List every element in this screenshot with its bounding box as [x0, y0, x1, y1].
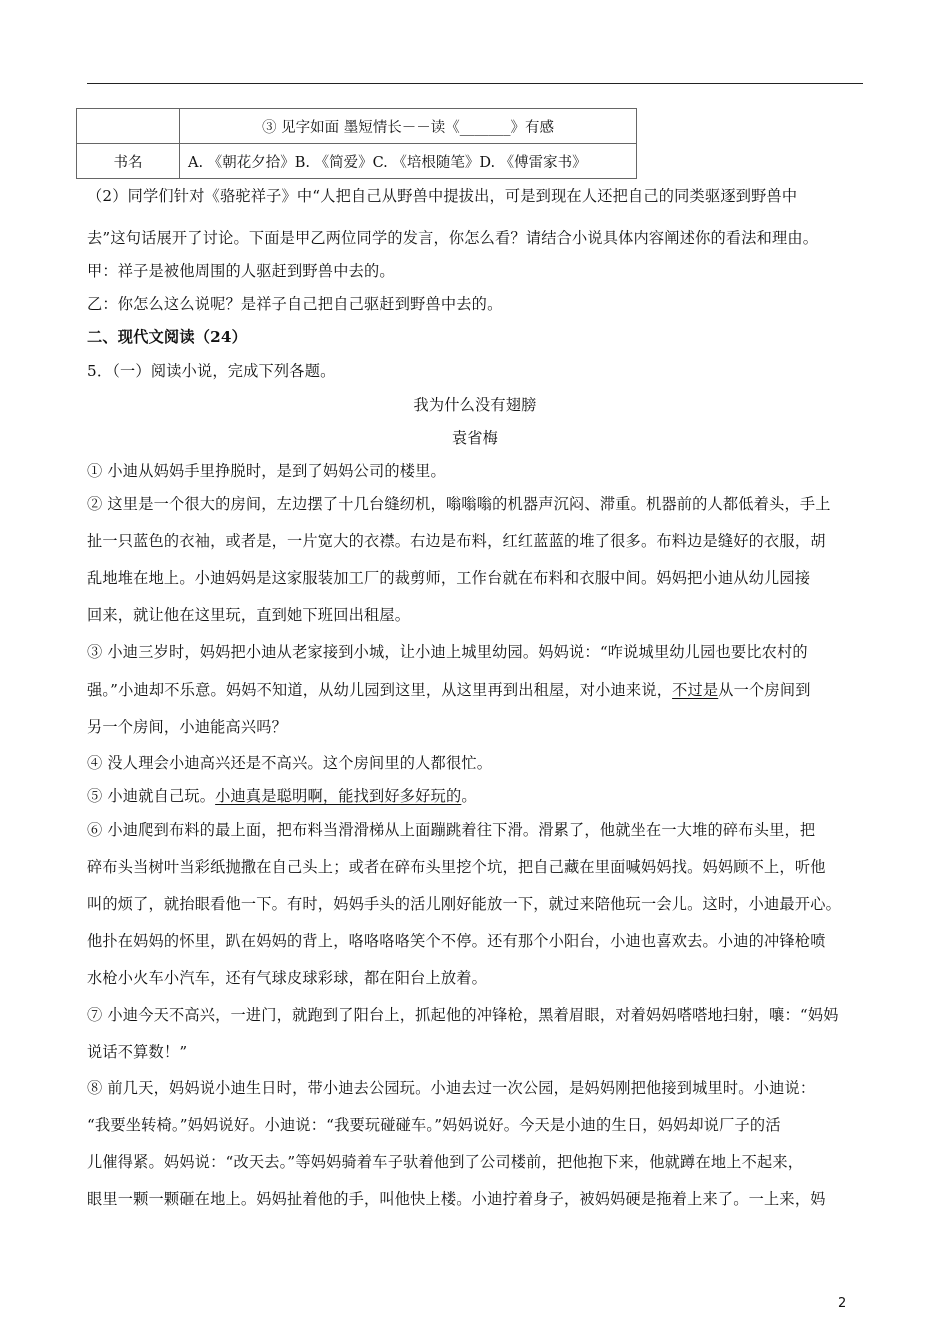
paragraph-line: 叫的烦了，就抬眼看他一下。有时，妈妈手头的活儿刚好能放一下，就过来陪他玩一会儿。这时，小迪最开心。 — [87, 895, 841, 913]
paragraph-line: ⑦ 小迪今天不高兴，一进门，就跑到了阳台上，抓起他的冲锋枪，黑着眉眼，对着妈妈嗒嗒地扫射，嚷：“妈妈 — [87, 1006, 839, 1024]
paragraph-line: 说话不算数！” — [87, 1043, 188, 1061]
student-a-statement: 甲：祥子是被他周围的人驱赶到野兽中去的。 — [87, 262, 395, 280]
table-row — [77, 144, 637, 179]
paragraph-line: ① 小迪从妈妈手里挣脱时，是到了妈妈公司的楼里。 — [87, 462, 446, 480]
text-span: 强。”小迪却不乐意。妈妈不知道，从幼儿园到这里，从这里再到出租屋，对小迪来说， — [87, 681, 673, 699]
header-rule — [87, 83, 863, 84]
paragraph-line — [87, 786, 877, 806]
section-title: 二、现代文阅读（24） — [87, 328, 248, 346]
table-cell-options: A. 《朝花夕拾》B. 《简爱》C. 《培根随笔》D. 《傅雷家书》 — [180, 144, 637, 179]
paragraph-line: ⑥ 小迪爬到布料的最上面，把布料当滑滑梯从上面蹦跳着往下滑。滑累了，他就坐在一大堆的碎布头里，把 — [87, 821, 816, 839]
paragraph-line: ③ 小迪三岁时，妈妈把小迪从老家接到小城，让小迪上城里幼园。妈妈说：“咋说城里幼儿园也要比农村的 — [87, 643, 808, 661]
book-choice-table — [76, 108, 637, 179]
table-row — [77, 109, 637, 144]
question-5-intro: 5．（一）阅读小说，完成下列各题。 — [87, 362, 336, 380]
text-span: 从一个房间到 — [718, 681, 811, 699]
question-2-line: （2）同学们针对《骆驼祥子》中“人把自己从野兽中提拔出，可是到现在人还把自己的同类驱逐到野兽中 — [87, 187, 798, 205]
question-2-line: 去”这句话展开了讨论。下面是甲乙两位同学的发言，你怎么看？请结合小说具体内容阐述你的看法和理由。 — [87, 229, 819, 247]
paragraph-line: ④ 没人理会小迪高兴还是不高兴。这个房间里的人都很忙。 — [87, 754, 493, 772]
paragraph-line: 扯一只蓝色的衣袖，或者是，一片宽大的衣襟。右边是布料，红红蓝蓝的堆了很多。布料边是缝好的衣服，胡 — [87, 532, 826, 550]
paragraph-line: 眼里一颗一颗砸在地上。妈妈扯着他的手，叫他快上楼。小迪拧着身子，被妈妈硬是拖着上来了。一上来，妈 — [87, 1190, 826, 1208]
underlined-phrase: 不过是 — [672, 681, 719, 699]
story-author: 袁省梅 — [451, 429, 499, 447]
paragraph-line: ⑧ 前几天，妈妈说小迪生日时，带小迪去公园玩。小迪去过一次公园，是妈妈刚把他接到城里时。小迪说： — [87, 1079, 816, 1097]
table-cell-label — [77, 109, 180, 144]
text-span: 。 — [461, 787, 477, 805]
paragraph-line: 他扑在妈妈的怀里，趴在妈妈的背上，咯咯咯咯笑个不停。还有那个小阳台，小迪也喜欢去。小迪的冲锋枪喷 — [87, 932, 826, 950]
paragraph-line: ② 这里是一个很大的房间，左边摆了十几台缝纫机，嗡嗡嗡的机器声沉闷、滞重。机器前的人都低着头，手上 — [87, 495, 831, 513]
student-b-statement: 乙：你怎么这么说呢？是祥子自己把自己驱赶到野兽中去的。 — [87, 295, 503, 313]
paragraph-line: 另一个房间，小迪能高兴吗？ — [87, 718, 288, 736]
story-title: 我为什么没有翅膀 — [413, 396, 537, 414]
underlined-sentence: 小迪真是聪明啊，能找到好多好玩的 — [215, 787, 462, 805]
paragraph-line: 水枪小火车小汽车，还有气球皮球彩球，都在阳台上放着。 — [87, 969, 488, 987]
table-cell-label: 书名 — [77, 144, 180, 179]
paragraph-line: 碎布头当树叶当彩纸抛撒在自己头上；或者在碎布头里挖个坑，把自己藏在里面喊妈妈找。妈妈顾不上，听他 — [87, 858, 826, 876]
page-number: 2 — [838, 1296, 847, 1311]
table-cell-prompt: ③ 见字如面 墨短情长－－读《_______》有感 — [180, 109, 637, 144]
paragraph-line: 回来，就让他在这里玩，直到她下班回出租屋。 — [87, 606, 411, 624]
paragraph-line — [87, 680, 877, 700]
paragraph-line: 乱地堆在地上。小迪妈妈是这家服装加工厂的裁剪师，工作台就在布料和衣服中间。妈妈把小迪从幼儿园接 — [87, 569, 811, 587]
paragraph-line: 儿催得紧。妈妈说：“改天去。”等妈妈骑着车子驮着他到了公司楼前，把他抱下来，他就蹲在地上不起来， — [87, 1153, 804, 1171]
text-span: ⑤ 小迪就自己玩。 — [87, 787, 216, 805]
paragraph-line: “我要坐转椅。”妈妈说好。小迪说：“我要玩碰碰车。”妈妈说好。今天是小迪的生日，妈妈却说厂子的活 — [87, 1116, 781, 1134]
